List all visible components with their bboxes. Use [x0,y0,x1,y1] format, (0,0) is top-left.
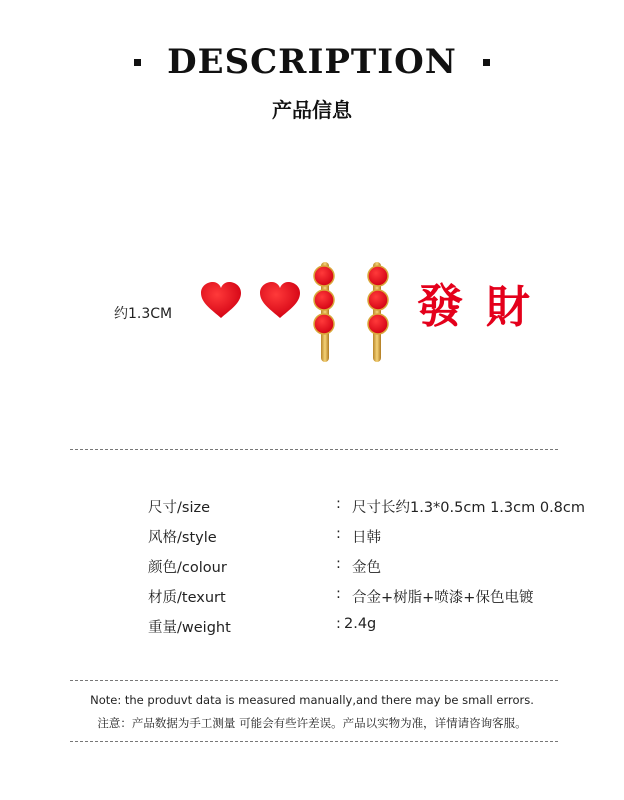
spec-value: 尺寸长约1.3*0.5cm 1.3cm 0.8cm [352,500,585,516]
heart-earring-right [260,282,300,318]
spec-colon: : [336,616,341,632]
spec-colon: : [336,496,341,512]
note-english: Note: the produvt data is measured manually,and there may be small errors. [90,693,534,707]
spec-value: 日韩 [352,530,381,546]
spec-value: 金色 [352,560,381,576]
fa-earring: 發 [417,279,463,333]
spec-value: 2.4g [344,616,377,632]
divider-top [70,449,558,450]
spec-row-style [148,522,588,552]
skewer-earring-left [314,262,334,362]
spec-table [148,492,588,642]
cai-earring: 財 [486,282,530,333]
product-image [0,250,624,380]
spec-row-size [148,492,588,522]
page-subtitle: 产品信息 [272,98,352,122]
spec-colon: : [336,586,341,602]
heart-earring-left [201,282,241,318]
page-title: DESCRIPTION [167,42,457,82]
spec-label: 重量/weight [148,620,231,636]
spec-row-material [148,582,588,612]
size-label: 约1.3CM [114,306,173,322]
note-chinese: 注意：产品数据为手工测量 可能会有些许差误。产品以实物为准，详情请咨询客服。 [97,716,527,730]
spec-label: 材质/texurt [148,590,226,606]
spec-row-weight [148,612,588,642]
description-header [0,40,624,84]
spec-label: 尺寸/size [148,500,211,516]
skewer-earring-right [368,262,388,362]
bullet-left [134,59,141,66]
divider-note-top [70,680,558,681]
spec-colon: : [336,556,341,572]
bullet-right [483,59,490,66]
spec-value: 合金+树脂+喷漆+保色电镀 [352,590,534,606]
divider-note-bottom [70,741,558,742]
spec-label: 风格/style [148,530,217,546]
spec-colon: : [336,526,341,542]
spec-row-colour [148,552,588,582]
spec-label: 颜色/colour [148,560,227,576]
